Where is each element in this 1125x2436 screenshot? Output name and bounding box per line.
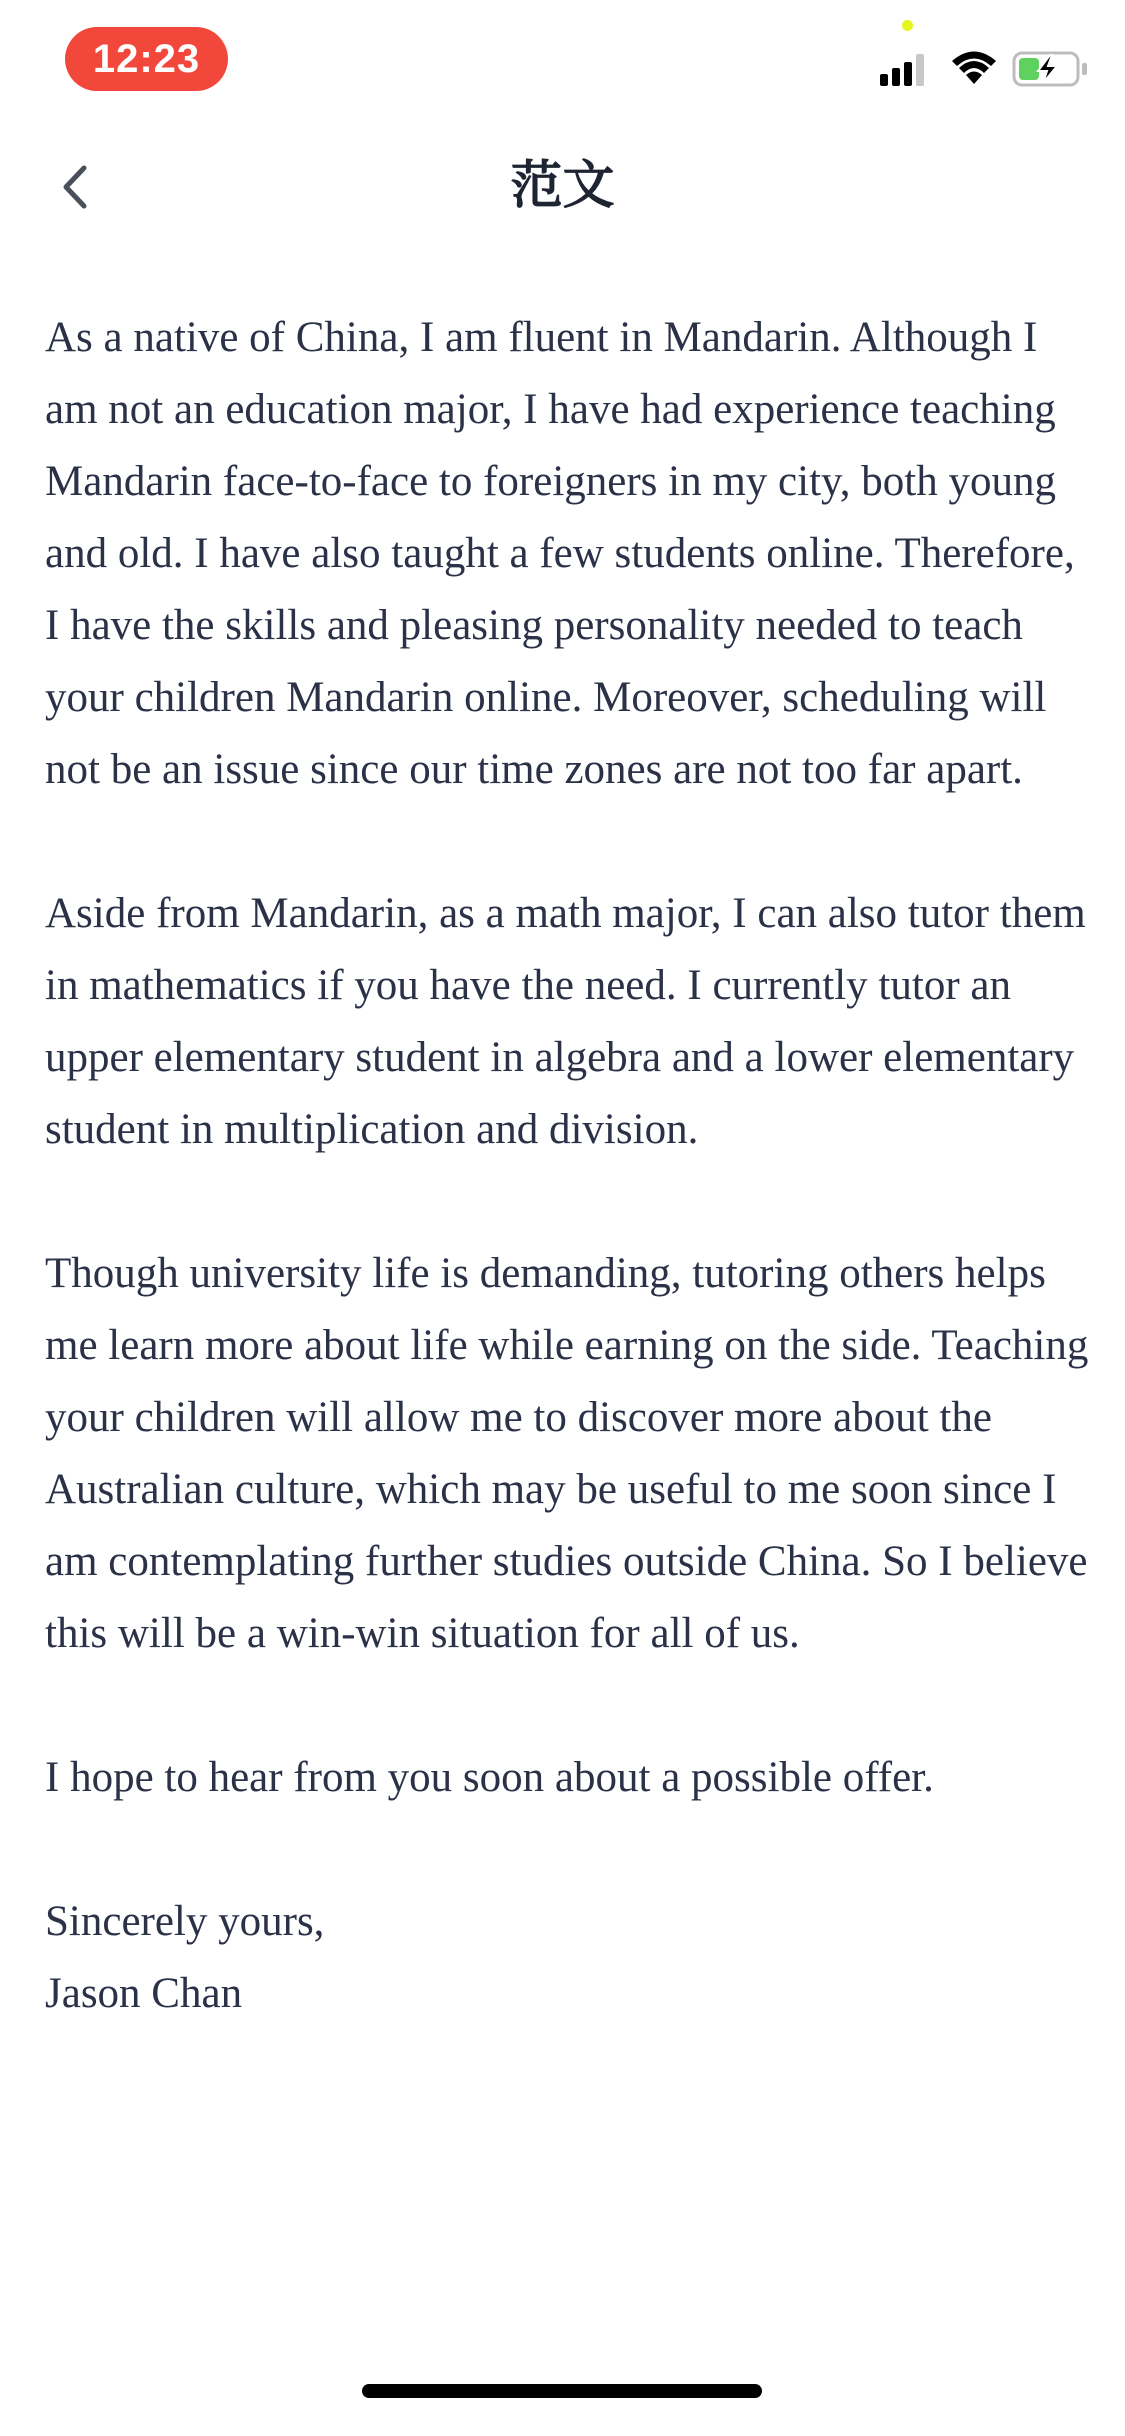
essay-content — [45, 302, 1095, 2030]
essay-paragraph: As a native of China, I am fluent in Mandarin. Although I am not an education major, I have had experience teaching Mandarin face-to-face to foreigners in my city, both young and old. I have also taught a few students online. Therefore, I have the skills and pleasing personality needed to teach your children Mandarin online. Moreover, scheduling will not be an issue since our time zones are not too far apart. — [45, 314, 1075, 793]
wifi-icon — [950, 50, 998, 86]
essay-paragraph: Aside from Mandarin, as a math major, I can also tutor them in mathematics if you have the need. I currently tutor an upper elementary student in algebra and a lower elementary student in multiplication and division. — [45, 890, 1086, 1153]
home-indicator[interactable] — [362, 2384, 762, 2398]
page-title: 范文 — [510, 156, 615, 216]
status-time[interactable]: 12:23 — [65, 27, 228, 91]
cellular-signal-icon — [880, 54, 926, 86]
essay-paragraph: I hope to hear from you soon about a possible offer. — [45, 1754, 934, 1801]
essay-paragraph: Though university life is demanding, tutoring others helps me learn more about life while earning on the side. Teaching your children will allow me to discover more about the Australian culture, which may be useful to me soon since I am contemplating further studies outside China. So I believe this will be a win-win situation for all of us. — [45, 1250, 1089, 1657]
privacy-indicator-dot — [902, 20, 913, 31]
essay-closing: Sincerely yours, — [45, 1898, 325, 1945]
battery-charging-icon — [1012, 51, 1088, 87]
navigation-bar — [0, 130, 1125, 240]
status-bar — [0, 0, 1125, 130]
essay-signature: Jason Chan — [45, 1970, 243, 2017]
